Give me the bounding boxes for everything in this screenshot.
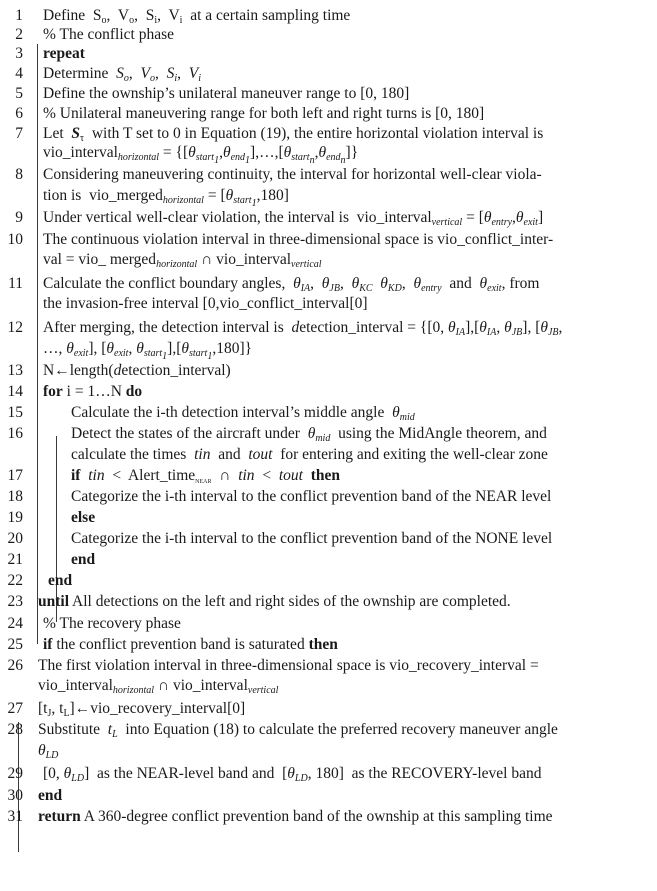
line-number: 31 (7, 808, 23, 825)
line-text: % The conflict phase (43, 26, 174, 43)
line-text: Considering maneuvering continuity, the interval for horizontal well-clear viola- (43, 166, 542, 183)
line-text: Define the ownship’s unilateral maneuver range to [0, 180] (43, 85, 410, 102)
line-text: val = vio_ merged$_{horizontal}$ ∩ vio_interval$_{vertical}$ (43, 251, 322, 270)
line-text: [$t_J$, $t_L]\leftarrow vio\_recovery\_interval[0]$ (38, 700, 246, 719)
line-number: 4 (15, 65, 23, 82)
line-number: 24 (7, 615, 23, 632)
line-text: vio_interval$_{horizontal}$ ∩ vio_interval$_{vertical}$ (38, 677, 279, 696)
line-text: Under vertical well-clear violation, the interval is vio_interval$_{vertical}$ = $[\theta_{entry},\theta_{exit}]$ (43, 209, 544, 228)
line-number: 27 (7, 700, 23, 717)
line-text: Define $S_o$, $V_o$, $S_i$, $V_i$ at a certain sampling time (43, 7, 351, 26)
line-text: N←length(detection_interval) (43, 362, 231, 379)
line-number: 21 (7, 551, 23, 568)
line-text: Categorize the i-th interval to the conflict prevention band of the NEAR level (71, 488, 552, 505)
line-text: for i = 1…N do (43, 383, 143, 400)
line-number: 23 (7, 593, 23, 610)
keyword-else: else (71, 509, 96, 526)
line-number: 20 (7, 530, 23, 547)
line-text: [0, $\theta_{LD}$] as the NEAR-level band and [$\theta_{LD}$, 180] as the RECOVERY-level band (43, 765, 542, 784)
line-text: return A 360-degree conflict prevention band of the ownship at this sampling time (38, 808, 553, 825)
line-text: if tin < Alert_time$_{NEAR}$ ∩ tin < tout then (71, 467, 340, 485)
line-text: The first violation interval in three-dimensional space is vio_recovery_interval = (38, 657, 539, 674)
line-text: calculate the times tin and tout for entering and exiting the well-clear zone (71, 446, 548, 463)
line-number: 7 (15, 125, 23, 142)
line-text: until All detections on the left and right sides of the ownship are completed. (38, 593, 511, 610)
keyword-end: end (71, 551, 96, 568)
line-number: 30 (7, 787, 23, 804)
line-text: Detect the states of the aircraft under $\theta_{mid}$ using the MidAngle theorem, and (71, 425, 547, 444)
line-number: 18 (7, 488, 23, 505)
line-text: the invasion-free interval [0,vio_conflict_interval[0] (43, 295, 368, 312)
line-number: 3 (15, 45, 23, 62)
line-number: 29 (7, 765, 23, 782)
line-number: 5 (15, 85, 23, 102)
keyword-end: end (48, 572, 73, 589)
line-number: 9 (15, 209, 23, 226)
line-number: 8 (15, 166, 23, 183)
line-text: $\theta_{LD}$ (38, 742, 59, 761)
line-number: 25 (7, 636, 23, 653)
line-number: 10 (7, 231, 23, 248)
line-number: 1 (15, 7, 23, 24)
line-text: if the conflict prevention band is saturated then (43, 636, 338, 653)
line-text: Calculate the i-th detection interval’s middle angle $\theta_{mid}$ (71, 404, 415, 423)
keyword-repeat: repeat (43, 45, 85, 62)
line-number: 16 (7, 425, 23, 442)
line-text: The continuous violation interval in three-dimensional space is vio_conflict_inter- (43, 231, 554, 248)
line-text: Calculate the conflict boundary angles, $\theta_{IA}$, $\theta_{JB}$, $\theta_{KC}$ $\theta_{KD}$, $\theta_{entry}$ and $\theta_{exit}$, from (43, 275, 540, 294)
line-text: Determine $S_o$, $V_o$, $S_i$, $V_i$ (43, 65, 202, 84)
indent-guide-repeat (37, 44, 38, 644)
line-text: Let $S_\tau$ with T set to 0 in Equation (19), the entire horizontal violation interval is (43, 125, 544, 144)
line-text: vio_interval$_{horizontal}$ = $\{[\theta_{start_1},\theta_{end_1}],\dots,[\theta_{start_n},\theta_{end_n}]\}$ (43, 144, 359, 166)
line-text: % The recovery phase (43, 615, 181, 632)
line-text: Categorize the i-th interval to the conflict prevention band of the NONE level (71, 530, 553, 547)
line-text: After merging, the detection interval is detection_interval = {[0, $\theta_{IA}],[\theta_{IA}$, $\theta_{JB}$], [$\theta_{JB}$, (43, 319, 563, 338)
line-number: 19 (7, 509, 23, 526)
line-number: 17 (7, 467, 23, 484)
line-number: 15 (7, 404, 23, 421)
line-number: 11 (8, 275, 23, 292)
line-text: Substitute $t_L$ into Equation (18) to calculate the preferred recovery maneuver angle (38, 721, 558, 740)
line-number: 26 (7, 657, 23, 674)
line-text: …, $\theta_{exit}$], [$\theta_{exit}$, $\theta_{start_1}],[\theta_{start_1},180]$} (43, 340, 253, 362)
line-text: % Unilateral maneuvering range for both left and right turns is [0, 180] (43, 105, 485, 122)
line-number: 14 (7, 383, 23, 400)
line-number: 2 (15, 26, 23, 43)
line-number: 13 (7, 362, 23, 379)
line-text: tion is vio_merged$_{horizontal}$ = $[\theta_{start_1},180]$ (43, 187, 289, 209)
keyword-end: end (38, 787, 63, 804)
line-number: 6 (15, 105, 23, 122)
line-number: 28 (7, 721, 23, 738)
line-number: 12 (7, 319, 23, 336)
line-number: 22 (7, 572, 23, 589)
